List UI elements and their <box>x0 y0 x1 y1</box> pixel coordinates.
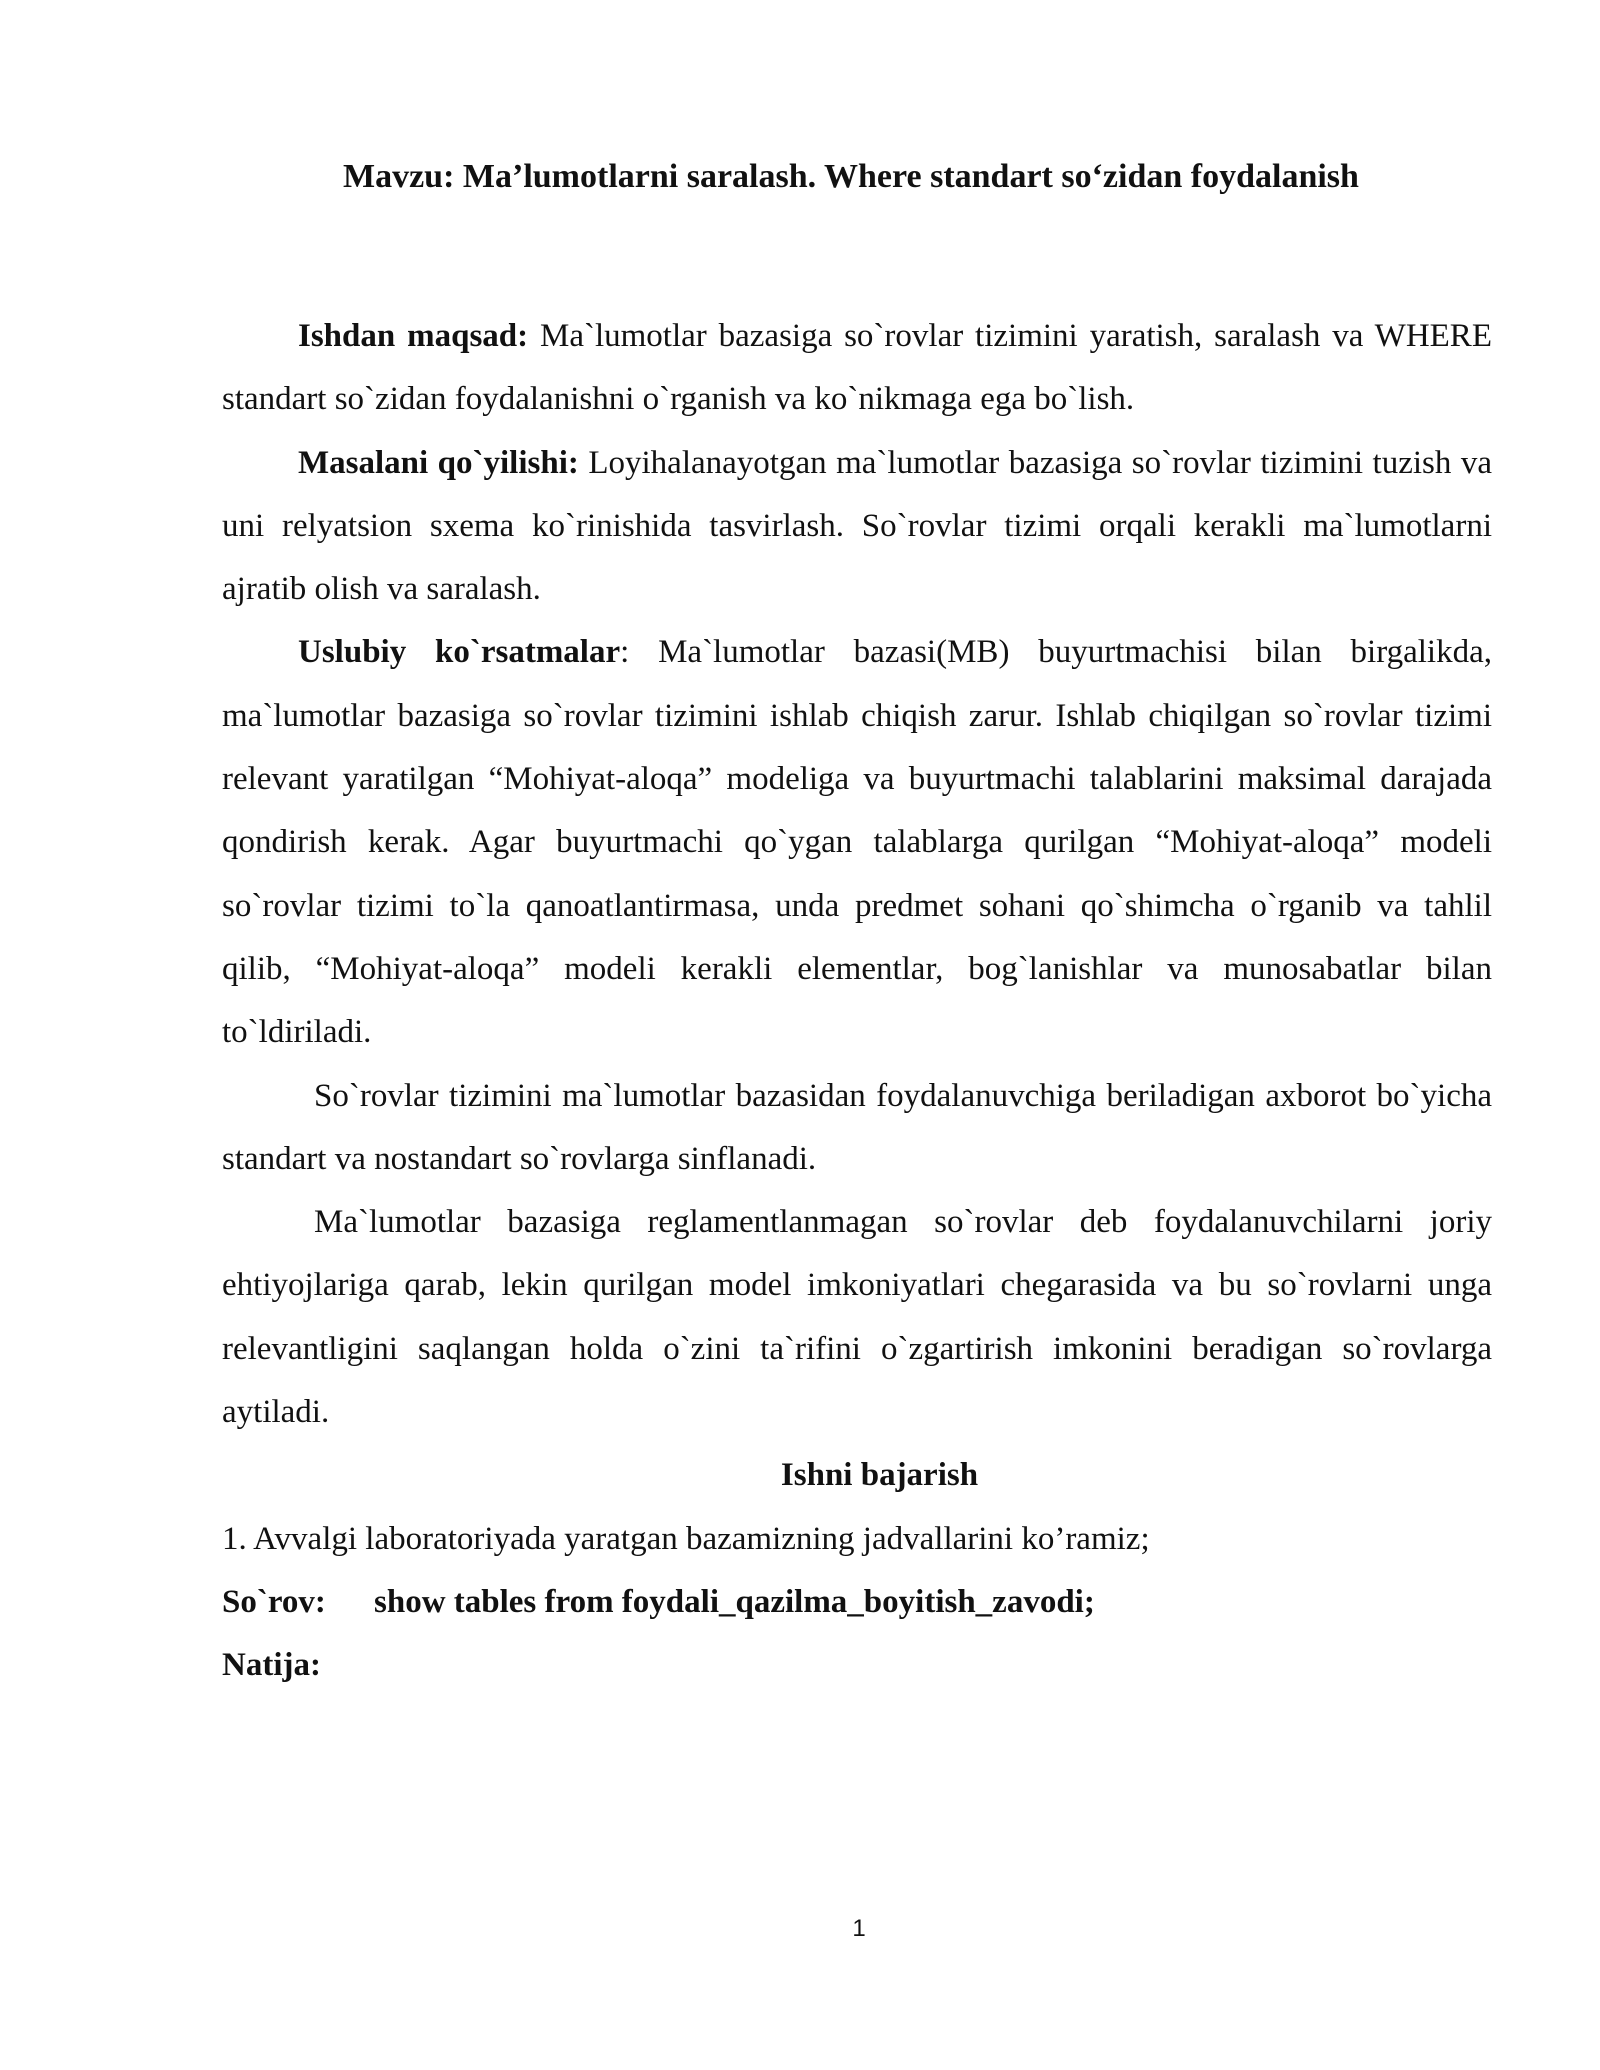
aim-text: Ma`lumotlar bazasiga so`rovlar tizimini yaratish, saralash va WHERE standart so`zidan foydalanishni o`rganish va ko`nikmaga ega bo`lish. <box>222 318 1492 418</box>
guidelines-paragraph <box>222 621 1492 1064</box>
classification-paragraph: So`rovlar tizimini ma`lumotlar bazasidan foydalanuvchiga beriladigan axborot bo`yicha standart va nostandart so`rovlarga sinflanadi. <box>222 1077 1492 1177</box>
query-text: show tables from foydali_qazilma_boyitish_zavodi; <box>374 1583 1095 1620</box>
guidelines-text: : Ma`lumotlar bazasi(MB) buyurtmachisi bilan birgalikda, ma`lumotlar bazasiga so`rovlar tizimini ishlab chiqish zarur. Ishlab chiqilgan so`rovlar tizimi relevant yaratilgan “Mohiyat-aloqa” modeliga va buyurtmachi talablarini maksimal darajada qondirish kerak. Agar buyurtmachi qo`ygan talablarga qurilgan “Mohiyat-aloqa” modeli so`rovlar tizimi to`la qanoatlantirmasa, unda predmet sohani qo`shimcha o`rganib va tahlil qilib, “Mohiyat-aloqa” modeli kerakli elementlar, bog`lanishlar va munosabatlar bilan to`ldiriladi. <box>222 634 1492 1051</box>
query-label: So`rov: <box>222 1583 326 1620</box>
aim-paragraph <box>222 305 1492 432</box>
document-body <box>222 305 1492 1698</box>
document-title: Mavzu: Ma’lumotlarni saralash. Where standart so‘zidan foydalanish <box>343 158 1359 195</box>
task-paragraph <box>222 432 1492 622</box>
step-1-paragraph: 1. Avvalgi laboratoriyada yaratgan bazamizning jadvallarini ko’ramiz; <box>222 1520 1150 1557</box>
aim-label: Ishdan maqsad: <box>298 318 529 354</box>
section-heading: Ishni bajarish <box>780 1457 979 1494</box>
query-line <box>222 1571 1492 1634</box>
task-text: Loyihalanayotgan ma`lumotlar bazasiga so`rovlar tizimini tuzish va uni relyatsion sxema ko`rinishida tasvirlash. So`rovlar tizimi orqali kerakli ma`lumotlarni ajratib olish va saralash. <box>222 444 1492 608</box>
unregulated-queries-paragraph: Ma`lumotlar bazasiga reglamentlanmagan so`rovlar deb foydalanuvchilarni joriy ehtiyojlariga qarab, lekin qurilgan model imkoniyatlari chegarasida va bu so`rovlarni unga relevantligini saqlangan holda o`zini ta`rifini o`zgartirish imkonini beradigan so`rovlarga aytiladi. <box>222 1204 1492 1431</box>
guidelines-label: Uslubiy ko`rsatmalar <box>298 634 621 671</box>
result-label: Natija: <box>222 1647 321 1684</box>
task-label: Masalani qo`yilishi: <box>298 444 579 481</box>
page-number: 1 <box>852 1915 866 1942</box>
